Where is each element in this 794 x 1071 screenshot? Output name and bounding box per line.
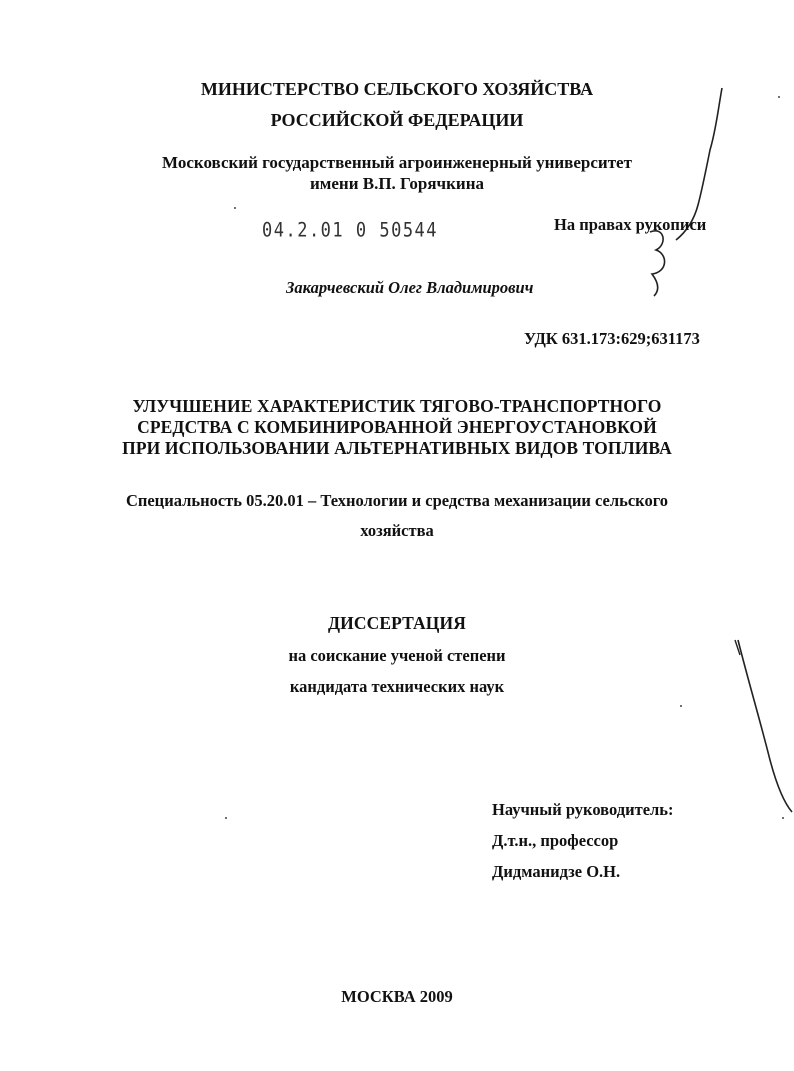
scan-speck bbox=[782, 817, 784, 819]
degree-line-1: на соискание ученой степени bbox=[288, 646, 506, 665]
university-line-2: имени В.П. Горячкина bbox=[309, 174, 485, 193]
university-line-1: Московский государственный агроинженерный университет bbox=[162, 153, 632, 172]
title-line-2: СРЕДСТВА С КОМБИНИРОВАННОЙ ЭНЕРГОУСТАНОВКОЙ bbox=[137, 417, 657, 437]
supervisor-label: Научный руководитель: bbox=[492, 800, 674, 819]
registration-stamp: 04.2.01 0 50544 bbox=[262, 219, 439, 242]
manuscript-rights: На правах рукописи bbox=[554, 215, 707, 234]
degree-line-2: кандидата технических наук bbox=[289, 677, 505, 696]
scan-speck bbox=[680, 705, 682, 707]
ministry-line-1: МИНИСТЕРСТВО СЕЛЬСКОГО ХОЗЯЙСТВА bbox=[200, 79, 594, 99]
author-name: Закарчевский Олег Владимирович bbox=[286, 278, 534, 297]
scan-speck bbox=[234, 207, 236, 209]
supervisor-rank: Д.т.н., профессор bbox=[492, 831, 619, 850]
handwritten-signature bbox=[650, 231, 665, 296]
supervisor-name: Дидманидзе О.Н. bbox=[492, 862, 621, 881]
specialty-line-2: хозяйства bbox=[360, 521, 434, 540]
ministry-line-2: РОССИЙСКОЙ ФЕДЕРАЦИИ bbox=[270, 110, 524, 130]
title-line-3: ПРИ ИСПОЛЬЗОВАНИИ АЛЬТЕРНАТИВНЫХ ВИДОВ ТОПЛИВА bbox=[122, 438, 672, 458]
document-type: ДИССЕРТАЦИЯ bbox=[328, 613, 466, 633]
udk-code: УДК 631.173:629;631173 bbox=[524, 329, 700, 348]
scan-speck bbox=[225, 817, 227, 819]
city-year: МОСКВА 2009 bbox=[341, 987, 453, 1006]
title-line-1: УЛУЧШЕНИЕ ХАРАКТЕРИСТИК ТЯГОВО-ТРАНСПОРТНОГО bbox=[132, 396, 662, 416]
specialty-line-1: Специальность 05.20.01 – Технологии и средства механизации сельского bbox=[125, 491, 669, 510]
